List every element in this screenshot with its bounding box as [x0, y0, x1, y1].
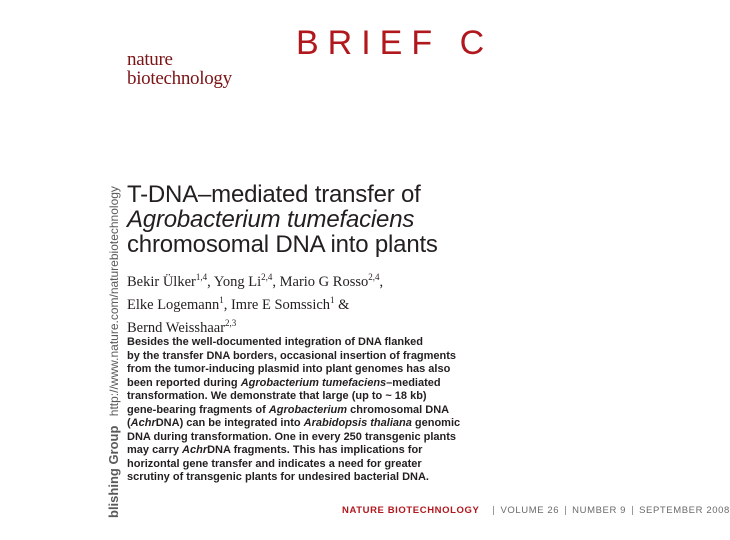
author-affiliation: 2,4 — [261, 272, 273, 282]
footer-separator — [493, 506, 494, 515]
abstract-line: transformation. We demonstrate that large (up to ~ 18 kb) — [127, 390, 427, 402]
abstract-line: gene-bearing fragments of Agrobacterium chromosomal DNA — [127, 403, 450, 416]
abstract-line: scrutiny of transgenic plants for undesired bacterial DNA. — [127, 471, 429, 483]
abstract-line: Besides the well-documented integration of DNA flanked — [127, 336, 424, 348]
logo-line-biotechnology: biotechnology — [127, 68, 232, 89]
abstract-line: (AchrDNA) can be integrated into Arabidopsis thaliana genomic — [127, 417, 461, 429]
abstract-line: been reported during Agrobacterium tumefaciens–mediated — [127, 376, 441, 389]
author-name: Yong Li — [213, 273, 262, 290]
footer-number: NUMBER 9 — [572, 505, 627, 516]
author-name: Bekir Ülker — [127, 273, 196, 290]
abstract-line: may carry AchrDNA fragments. This has implications for — [127, 444, 423, 456]
abstract-line: DNA during transformation. One in every 250 transgenic plants — [127, 430, 457, 443]
footer-separator — [565, 506, 566, 515]
title-line: T-DNA–mediated transfer of — [127, 181, 421, 208]
footer-separator — [632, 506, 633, 515]
author-affiliation: 2,4 — [368, 272, 380, 282]
author-name: Mario G Rosso — [279, 273, 369, 290]
author-line: Bekir Ülker$^{1,4}$, Yong Li$^{2,4}$, Mario G Rosso$^{2,4}$, — [127, 272, 384, 290]
side-strip-url[interactable]: http://www.nature.com/naturebiotechnology — [107, 186, 121, 417]
title-line: Agrobacterium tumefaciens — [127, 206, 415, 233]
abstract — [127, 336, 461, 485]
footer-journal: NATURE BIOTECHNOLOGY — [342, 505, 480, 516]
logo-line-nature: nature — [127, 49, 173, 70]
author-line: Elke Logemann$^1$, Imre E Somssich$^1$ & — [127, 294, 350, 313]
article-title — [127, 182, 438, 257]
author-line — [127, 314, 447, 337]
abstract-line: horizontal gene transfer and indicates a need for greater — [127, 457, 422, 470]
footer-date: SEPTEMBER 2008 — [639, 505, 730, 516]
author-affiliation: 1 — [330, 294, 335, 305]
author-name: Imre E Somssich — [230, 296, 331, 313]
journal-logo — [127, 50, 232, 88]
abstract-line: by the transfer DNA borders, occasional insertion of fragments — [127, 349, 457, 362]
author-affiliation: 1 — [219, 294, 224, 305]
side-strip — [108, 186, 120, 518]
author-affiliation: 2,3 — [225, 317, 237, 328]
page-footer — [342, 505, 730, 516]
title-line: chromosomal DNA into plants — [127, 231, 438, 258]
author-name: Bernd Weisshaar — [127, 319, 226, 336]
section-header: BRIEF C — [296, 24, 494, 62]
author-list — [127, 268, 447, 336]
author-affiliation: 1,4 — [195, 272, 208, 282]
author-name: Elke Logemann — [127, 296, 220, 313]
side-strip-publisher: blishing Group — [106, 425, 121, 518]
abstract-line: from the tumor-inducing plasmid into plant genomes has also — [127, 363, 451, 375]
footer-volume: VOLUME 26 — [500, 505, 560, 516]
